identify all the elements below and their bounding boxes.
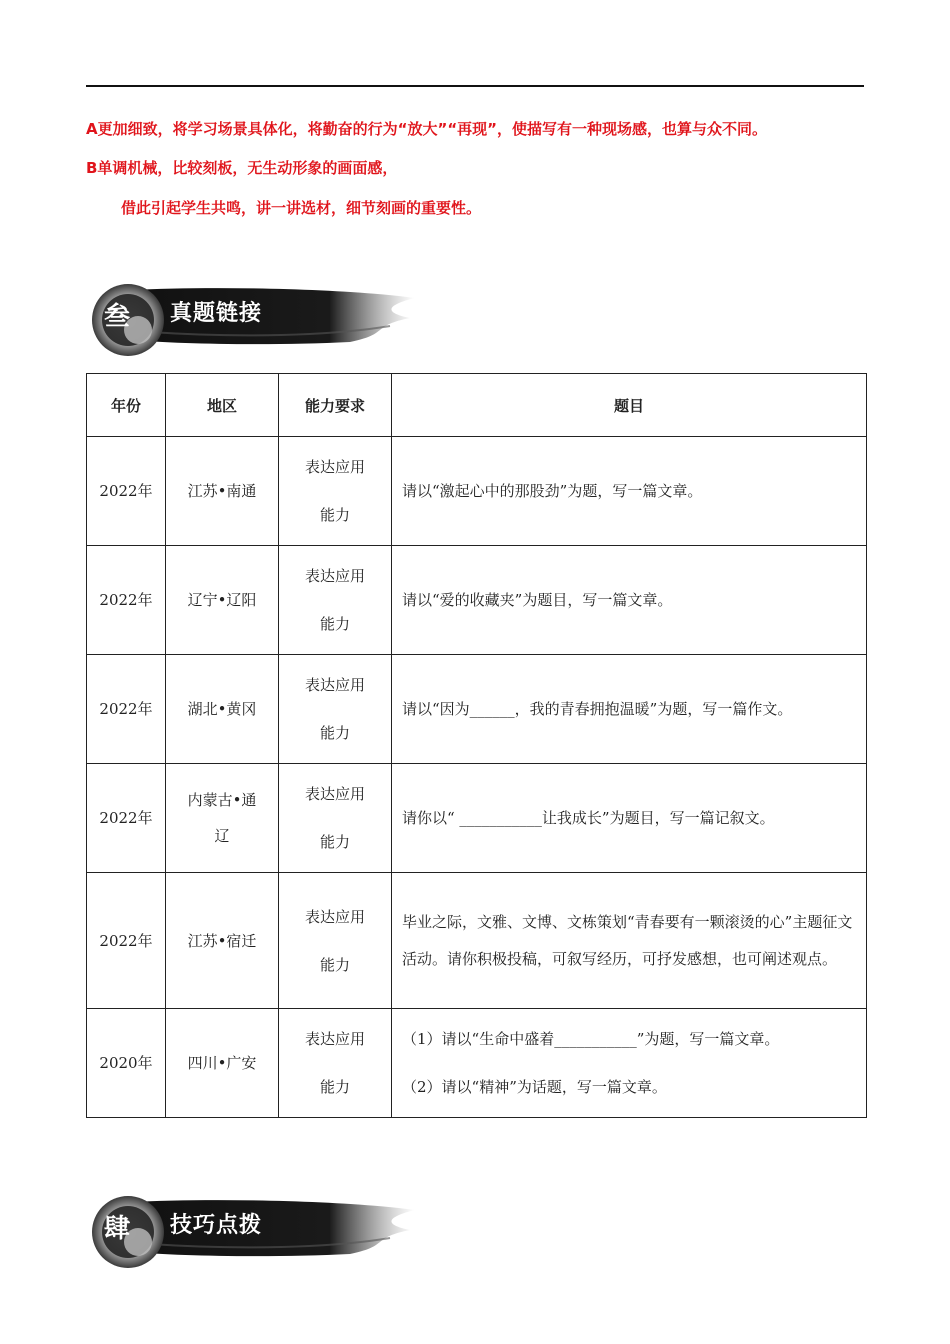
ability-line: 表达应用 — [304, 785, 365, 803]
ability-line: 表达应用 — [304, 676, 365, 694]
header-ability: 能力要求 — [279, 374, 392, 437]
cell-region: 四川•广安 — [166, 1009, 279, 1118]
cell-topic: 请以“因为______，我的青春拥抱温暖”为题，写一篇作文。 — [392, 655, 867, 764]
cell-year: 2022年 — [87, 873, 166, 1009]
cell-region: 江苏•宿迁 — [166, 873, 279, 1009]
cell-ability — [279, 1009, 392, 1118]
cell-topic — [392, 1009, 867, 1118]
note-b: B单调机械，比较刻板，无生动形象的画面感， — [86, 159, 398, 177]
region-line: 辽 — [214, 827, 230, 845]
table-row — [87, 764, 867, 873]
ability-line: 能力 — [319, 724, 350, 742]
ability-line: 表达应用 — [304, 1030, 365, 1048]
cell-ability — [279, 655, 392, 764]
ability-line: 表达应用 — [304, 458, 365, 476]
cell-region — [166, 764, 279, 873]
table-row — [87, 1009, 867, 1118]
table-row — [87, 546, 867, 655]
section-number: 肆 — [104, 1214, 131, 1244]
table-row — [87, 655, 867, 764]
ability-line: 表达应用 — [304, 567, 365, 585]
header-topic: 题目 — [392, 374, 867, 437]
cell-topic: 请以“爱的收藏夹”为题目，写一篇文章。 — [392, 546, 867, 655]
note-a: A更加细致，将学习场景具体化，将勤奋的行为“放大”“再现”，使描写有一种现场感，也算与众不同。 — [86, 120, 768, 138]
table-row — [87, 873, 867, 1009]
section-number: 叁 — [104, 302, 131, 332]
cell-ability — [279, 437, 392, 546]
cell-ability — [279, 764, 392, 873]
table-row — [87, 437, 867, 546]
ability-line: 能力 — [319, 955, 350, 974]
section-title: 技巧点拨 — [170, 1213, 263, 1238]
exam-table — [86, 373, 867, 1118]
table-header-row — [87, 374, 867, 437]
top-rule — [86, 85, 864, 87]
cell-year: 2022年 — [87, 437, 166, 546]
cell-topic: 请你以“ ___________让我成长”为题目，写一篇记叙文。 — [392, 764, 867, 873]
topic-line: （2）请以“精神”为话题，写一篇文章。 — [402, 1078, 667, 1096]
cell-year: 2022年 — [87, 546, 166, 655]
ability-line: 能力 — [319, 1078, 350, 1096]
cell-ability — [279, 546, 392, 655]
ability-line: 能力 — [319, 615, 350, 633]
ability-line: 能力 — [319, 833, 350, 851]
header-year: 年份 — [87, 374, 166, 437]
cell-ability — [279, 873, 392, 1009]
cell-topic: 请以“激起心中的那股劲”为题，写一篇文章。 — [392, 437, 867, 546]
cell-region: 湖北•黄冈 — [166, 655, 279, 764]
cell-year: 2020年 — [87, 1009, 166, 1118]
cell-region: 辽宁•辽阳 — [166, 546, 279, 655]
cell-year: 2022年 — [87, 764, 166, 873]
cell-region: 江苏•南通 — [166, 437, 279, 546]
cell-topic: 毕业之际，文雅、文博、文栋策划“青春要有一颗滚烫的心”主题征文活动。请你积极投稿，可叙写经历，可抒发感想，也可阐述观点。 — [392, 873, 867, 1009]
topic-line: （1）请以“生命中盛着___________”为题，写一篇文章。 — [402, 1030, 780, 1048]
ability-line: 表达应用 — [304, 907, 365, 926]
ability-line: 能力 — [319, 506, 350, 524]
cell-year: 2022年 — [87, 655, 166, 764]
header-region: 地区 — [166, 374, 279, 437]
section-banner-3 — [90, 282, 420, 358]
section-title: 真题链接 — [170, 301, 263, 326]
section-banner-4 — [90, 1194, 420, 1270]
note-c: 借此引起学生共鸣，讲一讲选材，细节刻画的重要性。 — [121, 199, 482, 217]
region-line: 内蒙古•通 — [187, 791, 257, 809]
